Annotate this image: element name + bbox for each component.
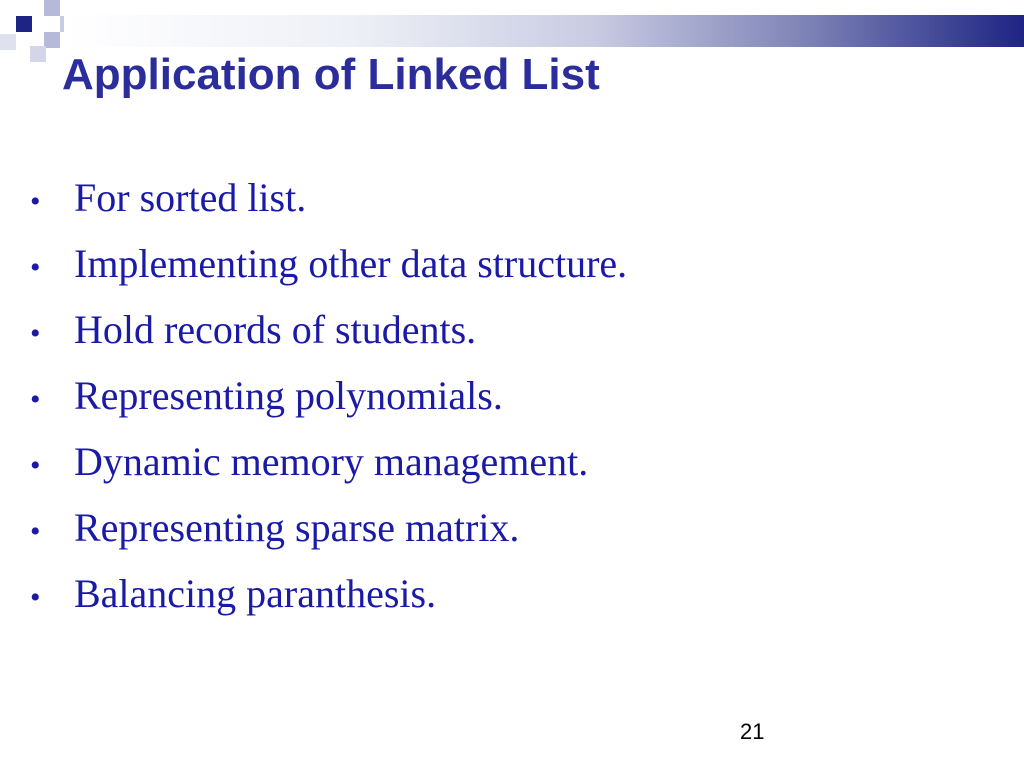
light-square [30, 46, 46, 62]
page-number: 21 [740, 719, 765, 744]
bullet-icon: • [30, 515, 41, 548]
bullet-item [30, 366, 627, 432]
light-square [0, 34, 16, 50]
title-gradient-bar [64, 15, 1024, 47]
bullet-list [30, 168, 627, 630]
bullet-item [30, 234, 627, 300]
bullet-item [30, 432, 627, 498]
bullet-icon: • [30, 185, 41, 218]
bullet-icon: • [30, 383, 41, 416]
slide-title: Application of Linked List [62, 50, 600, 99]
bullet-icon: • [30, 317, 41, 350]
bullet-icon: • [30, 581, 41, 614]
bullet-item [30, 498, 627, 564]
bullet-text: Representing sparse matrix. [74, 505, 520, 550]
bullet-icon: • [30, 449, 41, 482]
bullet-text: Hold records of students. [74, 307, 477, 352]
light-square [44, 0, 60, 16]
bullet-item [30, 564, 627, 630]
bullet-text: Dynamic memory management. [74, 439, 589, 484]
bullet-text: For sorted list. [74, 175, 307, 220]
dark-square [16, 16, 32, 32]
bullet-text: Balancing paranthesis. [74, 571, 437, 616]
light-square [44, 32, 60, 48]
bullet-icon: • [30, 251, 41, 284]
bullet-item [30, 168, 627, 234]
bullet-text: Implementing other data structure. [74, 241, 628, 286]
bullet-text: Representing polynomials. [74, 373, 503, 418]
bullet-item [30, 300, 627, 366]
